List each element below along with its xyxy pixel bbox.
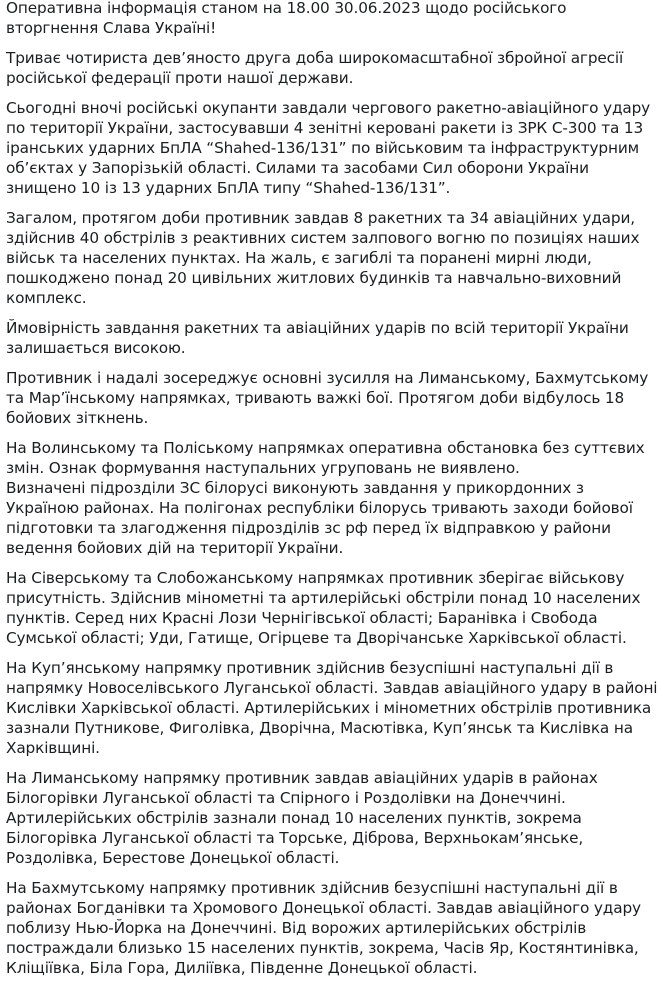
paragraph-belarus: Визначені підрозділи ЗС білорусі виконують завдання у прикордонних з Україною районах. На полігонах республіки білорусь тривають заходи бойової підготовки та злагодження підрозділів зс рф перед їх відправкою у райони ведення бойових дій на території України. (6, 479, 633, 557)
paragraph-bakhmut: На Бахмутському напрямку противник здійснив безуспішні наступальні дії в районах Богданівки та Хромового Донецької області. Завдав авіаційного удару поблизу Нью-Йорка на Донеччині. Від ворожих артилерійських обстрілів постраждали близько 15 населених пунктів, зокрема, Часів Яр, Костянтинівка, Кліщіївка, Біла Гора, Диліївка, Південне Донецької області. (6, 879, 641, 977)
paragraph-lyman: На Лиманському напрямку противник завдав авіаційних ударів в районах Білогорівки Луганської області та Спірного і Роздолівки на Донеччині. Артилерійських обстрілів зазнали понад 10 населених пунктів, зокрема Білогорівка Луганської області та Торське, Діброва, Верхньокам’янське, Роздолівка, Берестове Донецької області. (6, 769, 598, 867)
paragraph-day-count: Триває чотириста дев’яносто друга доба широкомасштабної збройної агресії російської федерації проти нашої держави. (6, 49, 624, 87)
paragraph-daily-summary: Загалом, протягом доби противник завдав 8 ракетних та 34 авіаційних удари, здійснив 40 обстрілів з реактивних систем залпового вогню по позиціях наших військ та населених пунктах. На жаль, є загиблі та поранені мирні люди, пошкоджено понад 20 цивільних житлових будинків та навчально-виховний комплекс. (6, 209, 640, 307)
paragraph-kupiansk: На Куп’янському напрямку противник здійснив безуспішні наступальні дії в напрямку Новоселівського Луганської області. Завдав авіаційного удару в районі Кислівки Харківської області. Артилерійських і мінометних обстрілів противника зазнали Путникове, Фиголівка, Дворічна, Масютівка, Куп’янськ та Кислівка на Харківщині. (6, 659, 658, 757)
paragraph-siversk-slobozhansk: На Сіверському та Слобожанському напрямках противник зберігає військову присутність. Здійснив мінометні та артилерійські обстріли понад 10 населених пунктів. Серед них Красні Лози Чернігівської області; Баранівка і Свобода Сумської області; Уди, Гатище, Огірцеве та Дворічанське Харківської області. (6, 569, 641, 647)
paragraph-strike-probability: Ймовірність завдання ракетних та авіаційних ударів по всій території України залишається високою. (6, 319, 629, 357)
paragraph-main-efforts: Противник і надалі зосереджує основні зусилля на Лиманському, Бахмутському та Мар’їнському напрямках, тривають важкі бої. Протягом доби відбулось 18 бойових зіткнень. (6, 369, 649, 427)
post-body (6, 0, 658, 988)
paragraph-header: Оперативна інформація станом на 18.00 30.06.2023 щодо російського вторгнення Слава Україні! (6, 0, 567, 37)
paragraph-volyn-polissia: На Волинському та Поліському напрямках оперативна обстановка без суттєвих змін. Ознак формування наступальних угруповань не виявлено. (6, 439, 645, 477)
paragraph-night-strike: Сьогодні вночі російські окупанти завдали чергового ракетно-авіаційного удару по території України, застосувавши 4 зенітні керовані ракети із ЗРК С-300 та 13 іранських ударних БпЛА “Shahed-136/131” по військовим та інфраструктурним об’єктах у Запорізькій області. Силами та засобами Сил оборони України знищено 10 із 13 ударних БпЛА типу “Shahed-136/131”. (6, 99, 651, 197)
